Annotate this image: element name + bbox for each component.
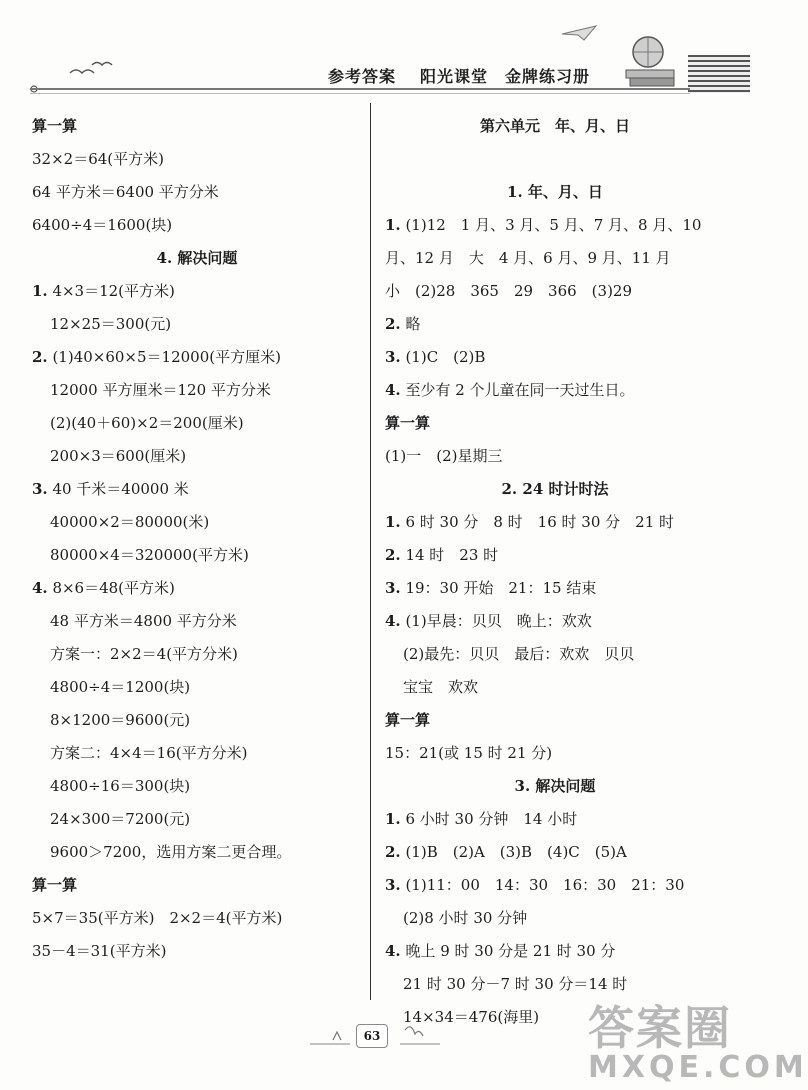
line-text: 第六单元 年、月、日 [479, 117, 630, 135]
line-text: 32×2＝64(平方米) [32, 150, 164, 168]
answer-line [32, 275, 362, 308]
line-text: 1. 年、月、日 [507, 183, 603, 201]
page-number: 63 [356, 1024, 388, 1048]
line-text: 6400÷4＝1600(块) [32, 216, 173, 234]
answer-line [32, 209, 362, 242]
watermark-logo: 答案圈 [588, 1001, 732, 1055]
answer-line [385, 869, 725, 902]
section-heading [32, 110, 362, 143]
answer-line [385, 506, 725, 539]
line-text: (1)一 (2)星期三 [385, 447, 503, 465]
answer-line [32, 506, 362, 539]
item-number: 3. [385, 579, 401, 597]
line-text: 略 [400, 315, 421, 333]
answer-line [385, 143, 725, 176]
answer-line [385, 605, 725, 638]
section-heading [385, 110, 725, 143]
line-text: (1)早晨：贝贝 晚上：欢欢 [400, 612, 592, 630]
item-number: 1. [385, 216, 401, 234]
answer-line [385, 935, 725, 968]
watermark-url: MXQE.COM [588, 1050, 808, 1085]
answer-line [385, 902, 725, 935]
line-text: 宝宝 欢欢 [403, 678, 479, 696]
line-text: 6 小时 30 分钟 14 小时 [400, 810, 578, 828]
line-text: 19：30 开始 21：15 结束 [400, 579, 597, 597]
item-number: 4. [385, 612, 401, 630]
line-text: 4800÷4＝1200(块) [50, 678, 191, 696]
answer-line [32, 473, 362, 506]
answer-line [385, 671, 725, 704]
globe-books-icon [616, 30, 686, 90]
answer-label: 参考答案 [328, 67, 397, 86]
item-number: 2. [385, 546, 401, 564]
line-text: 算一算 [385, 711, 431, 729]
line-text: 晚上 9 时 30 分是 21 时 30 分 [400, 942, 616, 960]
answer-line [32, 902, 362, 935]
line-text: 方案一：2×2＝4(平方分米) [50, 645, 238, 663]
section-heading [32, 869, 362, 902]
line-text: 4. 解决问题 [156, 249, 238, 267]
line-text: 35－4＝31(平方米) [32, 942, 167, 960]
answer-line [385, 572, 725, 605]
answer-line [32, 308, 362, 341]
answer-line [385, 539, 725, 572]
line-text: 2. 24 时计时法 [501, 480, 609, 498]
answer-line [385, 638, 725, 671]
line-text: 算一算 [32, 117, 78, 135]
line-text: 小 (2)28 365 29 366 (3)29 [385, 282, 633, 300]
answer-line [385, 836, 725, 869]
line-text: 至少有 2 个儿童在同一天过生日。 [400, 381, 635, 399]
line-text: 14 时 23 时 [400, 546, 499, 564]
line-text: 9600＞7200，选用方案二更合理。 [50, 843, 292, 861]
answer-line [32, 803, 362, 836]
line-text: 200×3＝600(厘米) [50, 447, 187, 465]
header-rule [30, 88, 690, 90]
item-number: 3. [32, 480, 48, 498]
line-text: 12000 平方厘米＝120 平方分米 [50, 381, 271, 399]
answer-line [385, 737, 725, 770]
line-text: 21 时 30 分－7 时 30 分＝14 时 [403, 975, 628, 993]
line-text: (2)最先：贝贝 最后：欢欢 贝贝 [403, 645, 635, 663]
line-text: 算一算 [385, 414, 431, 432]
item-number: 4. [32, 579, 48, 597]
paper-plane-icon [560, 24, 600, 44]
line-text: 3. 解决问题 [514, 777, 596, 795]
answer-line [32, 176, 362, 209]
line-text: (1)11：00 14：30 16：30 21：30 [400, 876, 685, 894]
header-stripes [688, 55, 750, 93]
line-text: 48 平方米＝4800 平方分米 [50, 612, 237, 630]
answer-line [32, 572, 362, 605]
section-heading [385, 407, 725, 440]
answer-line [32, 143, 362, 176]
item-number: 2. [385, 315, 401, 333]
item-number: 1. [385, 513, 401, 531]
item-number: 2. [32, 348, 48, 366]
answer-line [32, 440, 362, 473]
line-text: (1)C (2)B [400, 348, 486, 366]
answer-line [385, 341, 725, 374]
line-text: 15：21(或 15 时 21 分) [385, 744, 553, 762]
section-heading [385, 704, 725, 737]
left-column [32, 110, 362, 968]
answer-line [32, 605, 362, 638]
page-header [0, 0, 750, 100]
line-text: 4800÷16＝300(块) [50, 777, 191, 795]
item-number: 2. [385, 843, 401, 861]
column-divider [370, 103, 371, 1000]
line-text: 5×7＝35(平方米) 2×2＝4(平方米) [32, 909, 283, 927]
section-heading [32, 242, 362, 275]
line-text: 8×1200＝9600(元) [50, 711, 191, 729]
line-text: 月、12 月 大 4 月、6 月、9 月、11 月 [385, 249, 671, 267]
answer-line [385, 440, 725, 473]
line-text: 40 千米＝40000 米 [47, 480, 189, 498]
line-text: (1)40×60×5＝12000(平方厘米) [47, 348, 281, 366]
line-text: 4×3＝12(平方米) [47, 282, 175, 300]
section-heading [385, 770, 725, 803]
line-text: 80000×4＝320000(平方米) [50, 546, 249, 564]
answer-line [32, 638, 362, 671]
answer-line [385, 803, 725, 836]
line-text: (2)8 小时 30 分钟 [403, 909, 528, 927]
line-text: 14×34＝476(海里) [403, 1008, 540, 1026]
line-text: 24×300＝7200(元) [50, 810, 191, 828]
line-text: 6 时 30 分 8 时 16 时 30 分 21 时 [400, 513, 675, 531]
header-rule-thin [30, 93, 690, 94]
item-number: 1. [32, 282, 48, 300]
line-text: (1)12 1 月、3 月、5 月、7 月、8 月、10 [400, 216, 702, 234]
answer-line [32, 374, 362, 407]
answer-line [32, 935, 362, 968]
answer-line [385, 242, 725, 275]
answer-line [385, 209, 725, 242]
item-number: 4. [385, 942, 401, 960]
item-number: 1. [385, 810, 401, 828]
answer-line [32, 407, 362, 440]
line-text: 12×25＝300(元) [50, 315, 172, 333]
item-number: 4. [385, 381, 401, 399]
answer-line [32, 704, 362, 737]
line-text: (1)B (2)A (3)B (4)C (5)A [400, 843, 627, 861]
answer-line [32, 836, 362, 869]
answer-line [32, 671, 362, 704]
answer-line [32, 341, 362, 374]
answer-line [385, 275, 725, 308]
line-text: 8×6＝48(平方米) [47, 579, 175, 597]
item-number: 3. [385, 348, 401, 366]
answer-line [32, 737, 362, 770]
line-text: 方案二：4×4＝16(平方分米) [50, 744, 248, 762]
series-title: 阳光课堂 金牌练习册 [420, 67, 591, 86]
line-text: 40000×2＝80000(米) [50, 513, 210, 531]
section-heading [385, 176, 725, 209]
answer-line [32, 539, 362, 572]
item-number: 3. [385, 876, 401, 894]
section-heading [385, 473, 725, 506]
right-column [385, 110, 725, 1034]
answer-line [385, 308, 725, 341]
line-text: (2)(40＋60)×2＝200(厘米) [50, 414, 244, 432]
line-text: 算一算 [32, 876, 78, 894]
answer-line [32, 770, 362, 803]
line-text: 64 平方米＝6400 平方分米 [32, 183, 219, 201]
answer-line [385, 374, 725, 407]
